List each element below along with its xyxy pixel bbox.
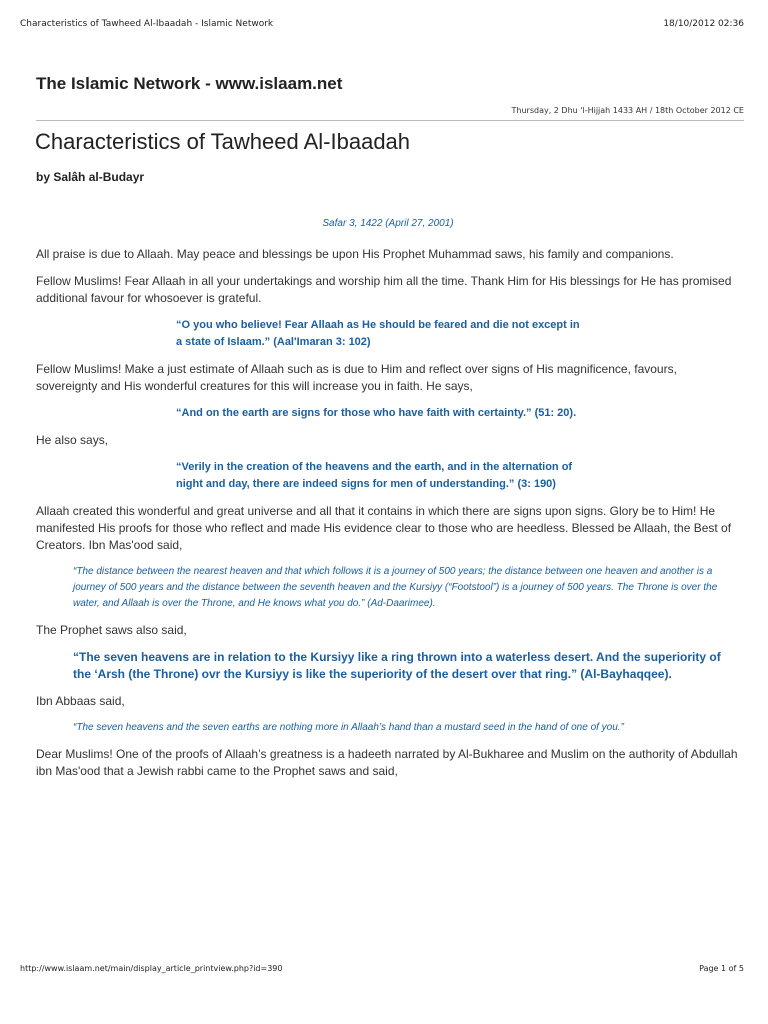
paragraph: Allaah created this wonderful and great universe and all that it contains in which there are signs upon signs. Glory be to Him! He manifested His proofs for those who reflect and made His evidence clear to those who are heedless. Blessed be Allaah, the Best of Creators. Ibn Mas'ood said, xyxy=(36,504,732,552)
paragraph: He also says, xyxy=(36,433,109,447)
divider xyxy=(36,120,744,121)
quran-quote: “And on the earth are signs for those who have faith with certainty.” (51: 20). xyxy=(176,407,577,419)
narration-quote: “The distance between the nearest heaven and that which follows it is a journey of 500 years; the distance between one heaven and another is a journey of 500 years and the distance between the seventh heaven and the Kursiyy (“Footstool”) is a journey of 500 years. The Throne is over the water, and Allaah is over the Throne, and He knows what you do.” (Ad-Daarimee). xyxy=(73,566,718,609)
print-page-title: Characteristics of Tawheed Al-Ibaadah - Islamic Network xyxy=(20,19,274,29)
print-footer xyxy=(20,964,744,973)
date-line: Thursday, 2 Dhu 'l-Hijjah 1433 AH / 18th October 2012 CE xyxy=(511,106,744,115)
narration-quote: “The seven heavens and the seven earths are nothing more in Allaah’s hand than a mustard seed in the hand of one of you.” xyxy=(73,722,624,733)
paragraph: Dear Muslims! One of the proofs of Allaah’s greatness is a hadeeth narrated by Al-Bukharee and Muslim on the authority of Abdullah ibn Mas'ood that a Jewish rabbi came to the Prophet saws and said, xyxy=(36,747,738,778)
paragraph: All praise is due to Allaah. May peace and blessings be upon His Prophet Muhammad saws, his family and companions. xyxy=(36,247,674,261)
print-datetime: 18/10/2012 02:36 xyxy=(663,19,744,29)
print-header xyxy=(20,19,744,29)
print-page-number: Page 1 of 5 xyxy=(699,964,744,973)
paragraph: The Prophet saws also said, xyxy=(36,623,187,637)
quran-quote: “O you who believe! Fear Allaah as He should be feared and die not except in a state of Islaam.” (Aal'Imaran 3: 102) xyxy=(176,319,580,348)
article-date: Safar 3, 1422 (April 27, 2001) xyxy=(322,218,454,229)
site-title[interactable]: The Islamic Network - www.islaam.net xyxy=(36,74,343,93)
hadith-quote: “The seven heavens are in relation to the Kursiyy like a ring thrown into a waterless desert. And the superiority of the ‘Arsh (the Throne) ovr the Kursiyy is like the superiority of the desert over that ring.” (Al-Bayhaqqee). xyxy=(73,650,721,681)
byline: by Salâh al-Budayr xyxy=(36,170,145,184)
paragraph: Fellow Muslims! Fear Allaah in all your undertakings and worship him all the time. Thank Him for His blessings for He has promised additional favour for whosoever is grateful. xyxy=(36,274,732,305)
paragraph: Ibn Abbaas said, xyxy=(36,694,125,708)
paragraph: Fellow Muslims! Make a just estimate of Allaah such as is due to Him and reflect over signs of His magnificence, favours, sovereignty and His wonderful creatures for this will increase you in faith. He says, xyxy=(36,362,677,393)
print-url: http://www.islaam.net/main/display_article_printview.php?id=390 xyxy=(20,964,283,973)
article-body xyxy=(36,215,740,790)
article-title: Characteristics of Tawheed Al-Ibaadah xyxy=(35,129,411,154)
quran-quote: “Verily in the creation of the heavens and the earth, and in the alternation of night and day, there are indeed signs for men of understanding.” (3: 190) xyxy=(176,461,573,490)
